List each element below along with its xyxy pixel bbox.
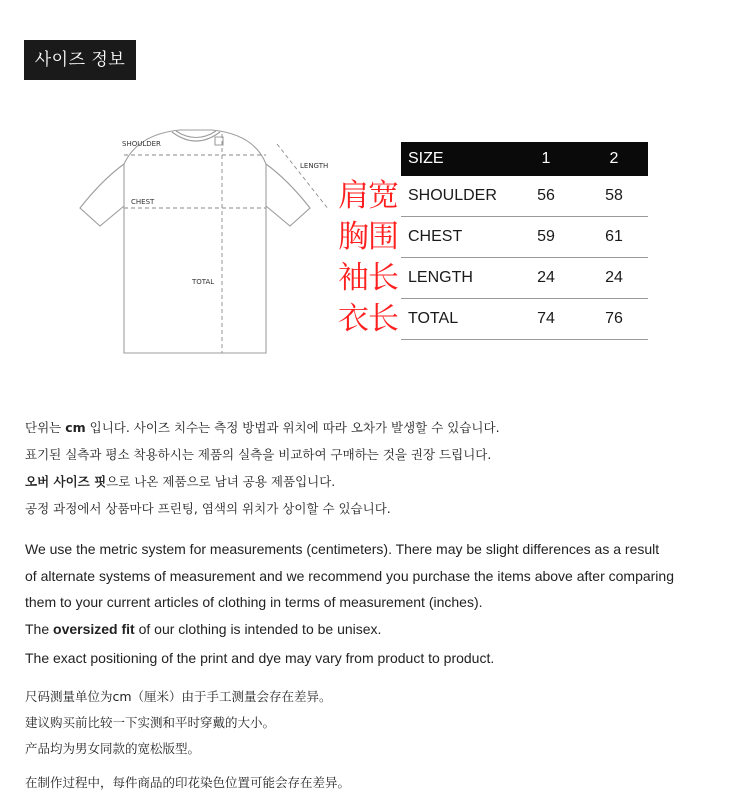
cn-label-chest: 胸围 — [338, 219, 398, 255]
ko-note-line: 표기된 실측과 평소 착용하시는 제품의 실측을 비교하여 구매하는 것을 권장 드립니다. — [25, 447, 492, 462]
zh-note-line: 产品均为男女同款的宽松版型。 — [25, 741, 201, 756]
ko-note-line: 공정 과정에서 상품마다 프린팅, 염색의 위치가 상이할 수 있습니다. — [25, 501, 391, 516]
page-title: 사이즈 정보 — [24, 40, 136, 80]
table-row — [401, 258, 648, 299]
header-size: SIZE — [401, 142, 512, 176]
table-row — [401, 176, 648, 217]
row-label: LENGTH — [401, 258, 512, 299]
en-note-line: of alternate systems of measurement and we recommend you purchase the items above after comparing — [25, 567, 674, 584]
en-note-line — [25, 616, 737, 643]
table-row — [401, 299, 648, 340]
ko-note-text: 으로 나온 제품으로 남녀 공용 제품입니다. — [106, 474, 336, 489]
cn-label-total: 衣长 — [338, 301, 398, 337]
zh-note-line: 在制作过程中，每件商品的印花染色位置可能会存在差异。 — [25, 775, 351, 790]
row-value: 24 — [580, 258, 648, 299]
korean-notes — [25, 414, 725, 522]
en-note-line: them to your current articles of clothing in terms of measurement (inches). — [25, 594, 483, 610]
zh-note-line: 尺码测量单位为cm（厘米）由于手工测量会存在差异。 — [25, 689, 332, 704]
chinese-annotation-labels — [338, 176, 408, 340]
ko-note-line — [25, 468, 725, 495]
cn-label-sleeve: 袖长 — [338, 260, 398, 296]
measurement-lines — [124, 134, 329, 353]
diagram-label-total: TOTAL — [192, 278, 215, 286]
ko-note-line — [25, 414, 725, 441]
english-notes — [25, 536, 737, 672]
ko-note-text: 단위는 — [25, 420, 66, 435]
en-note-line: We use the metric system for measurements (centimeters). There may be slight differences as a result — [25, 541, 660, 557]
en-note-line: The exact positioning of the print and dye may vary from product to product. — [25, 650, 495, 666]
en-note-bold: oversized fit — [53, 620, 135, 637]
row-label: CHEST — [401, 217, 512, 258]
diagram-label-shoulder: SHOULDER — [122, 140, 161, 148]
row-label: SHOULDER — [401, 176, 512, 217]
size-table — [401, 142, 648, 340]
cn-label-shoulder: 肩宽 — [338, 178, 398, 214]
row-value: 56 — [512, 176, 580, 217]
tshirt-outline — [80, 130, 310, 353]
row-value: 76 — [580, 299, 648, 340]
en-note-text: The — [25, 620, 54, 637]
table-row — [401, 217, 648, 258]
header-size-1: 1 — [512, 142, 580, 176]
diagram-label-length: LENGTH — [300, 162, 329, 170]
ko-note-text: 입니다. 사이즈 치수는 측정 방법과 위치에 따라 오차가 발생할 수 있습니다. — [85, 420, 500, 435]
zh-note-line: 建议购买前比较一下实测和平时穿戴的大小。 — [25, 715, 276, 730]
ko-note-bold: cm — [65, 420, 86, 435]
diagram-label-chest: CHEST — [131, 198, 155, 206]
row-value: 74 — [512, 299, 580, 340]
row-value: 58 — [580, 176, 648, 217]
ko-note-bold: 오버 사이즈 핏 — [25, 474, 107, 489]
row-label: TOTAL — [401, 299, 512, 340]
en-note-text: of our clothing is intended to be unisex. — [134, 620, 382, 637]
row-value: 59 — [512, 217, 580, 258]
header-size-2: 2 — [580, 142, 648, 176]
row-value: 61 — [580, 217, 648, 258]
tshirt-measurement-diagram — [76, 124, 346, 360]
row-value: 24 — [512, 258, 580, 299]
size-table-header — [401, 142, 648, 176]
chinese-notes — [25, 684, 725, 796]
